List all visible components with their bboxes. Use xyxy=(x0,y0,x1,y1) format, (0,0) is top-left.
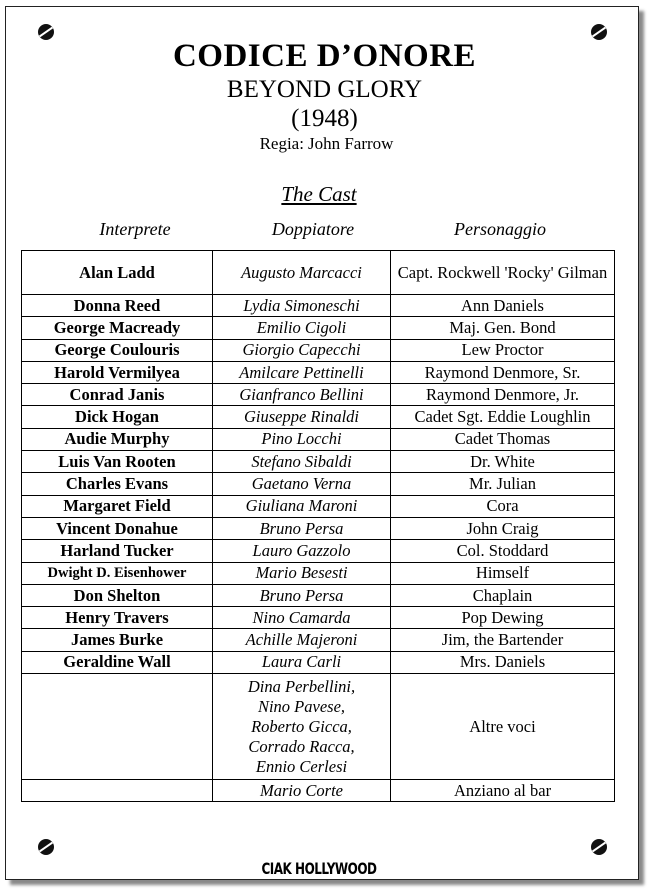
dubber-cell: Stefano Sibaldi xyxy=(213,451,391,473)
dubber-cell xyxy=(213,674,391,780)
table-row xyxy=(22,339,615,361)
table-row-other-voices xyxy=(22,674,615,780)
actor-cell: Henry Travers xyxy=(22,607,213,629)
actor-cell: Margaret Field xyxy=(22,495,213,517)
movie-title: CODICE D’ONORE xyxy=(172,38,477,74)
dubber-cell: Emilio Cigoli xyxy=(213,317,391,339)
table-row xyxy=(22,406,615,428)
actor-cell xyxy=(22,674,213,780)
actor-cell: George Coulouris xyxy=(22,339,213,361)
movie-original-title: BEYOND GLORY xyxy=(226,76,423,103)
actor-cell xyxy=(22,780,213,802)
dubber-name: Nino Pavese, xyxy=(257,696,346,716)
actor-cell: Charles Evans xyxy=(22,473,213,495)
column-header-actor: Interprete xyxy=(99,219,171,239)
actor-cell: Dwight D. Eisenhower xyxy=(22,562,213,584)
table-row xyxy=(22,295,615,317)
dubber-name: Ennio Cerlesi xyxy=(255,756,348,776)
actor-cell: Conrad Janis xyxy=(22,384,213,406)
dubber-cell: Bruno Persa xyxy=(213,584,391,606)
dubber-cell: Pino Locchi xyxy=(213,428,391,450)
character-cell: Cora xyxy=(391,495,615,517)
table-row xyxy=(22,540,615,562)
pin-bottom-left-icon xyxy=(38,839,54,855)
character-cell: Pop Dewing xyxy=(391,607,615,629)
table-row xyxy=(22,495,615,517)
character-cell: Anziano al bar xyxy=(391,780,615,802)
actor-cell: Geraldine Wall xyxy=(22,651,213,673)
dubber-name: Roberto Gicca, xyxy=(251,716,352,736)
character-cell: Mrs. Daniels xyxy=(391,651,615,673)
cast-table-body xyxy=(22,251,615,802)
dubber-cell: Nino Camarda xyxy=(213,607,391,629)
table-row xyxy=(22,428,615,450)
table-row xyxy=(22,562,615,584)
character-cell: Col. Stoddard xyxy=(391,540,615,562)
actor-cell: Vincent Donahue xyxy=(22,517,213,539)
character-cell: Lew Proctor xyxy=(391,339,615,361)
column-header-dubber: Doppiatore xyxy=(271,219,355,239)
actor-cell: Luis Van Rooten xyxy=(22,451,213,473)
character-cell: Raymond Denmore, Sr. xyxy=(391,361,615,383)
character-cell: Maj. Gen. Bond xyxy=(391,317,615,339)
character-cell: Cadet Sgt. Eddie Loughlin xyxy=(391,406,615,428)
dubber-cell: Mario Corte xyxy=(213,780,391,802)
character-cell: Raymond Denmore, Jr. xyxy=(391,384,615,406)
dubber-cell: Mario Besesti xyxy=(213,562,391,584)
actor-cell: Audie Murphy xyxy=(22,428,213,450)
character-cell: Himself xyxy=(391,562,615,584)
table-row xyxy=(22,317,615,339)
dubber-name: Corrado Racca, xyxy=(248,736,355,756)
dubber-cell: Giuliana Maroni xyxy=(213,495,391,517)
actor-cell: Alan Ladd xyxy=(22,251,213,295)
character-cell: Capt. Rockwell 'Rocky' Gilman xyxy=(391,251,615,295)
character-cell: Mr. Julian xyxy=(391,473,615,495)
dubber-cell: Laura Carli xyxy=(213,651,391,673)
director-label: Regia: xyxy=(259,134,304,153)
dubber-cell: Lydia Simoneschi xyxy=(213,295,391,317)
dubber-cell: Gaetano Verna xyxy=(213,473,391,495)
actor-cell: George Macready xyxy=(22,317,213,339)
director-line xyxy=(0,134,649,154)
character-cell: Altre voci xyxy=(391,674,615,780)
table-row xyxy=(22,629,615,651)
dubber-cell: Augusto Marcacci xyxy=(213,251,391,295)
actor-cell: James Burke xyxy=(22,629,213,651)
character-cell: Ann Daniels xyxy=(391,295,615,317)
actor-cell: Don Shelton xyxy=(22,584,213,606)
dubber-cell: Gianfranco Bellini xyxy=(213,384,391,406)
dubber-cell: Amilcare Pettinelli xyxy=(213,361,391,383)
table-row xyxy=(22,451,615,473)
table-row xyxy=(22,651,615,673)
ciak-hollywood-logo: CIAK HOLLYWOOD xyxy=(261,859,377,879)
dubber-cell: Giuseppe Rinaldi xyxy=(213,406,391,428)
character-cell: John Craig xyxy=(391,517,615,539)
dubber-cell: Lauro Gazzolo xyxy=(213,540,391,562)
table-row xyxy=(22,517,615,539)
column-header-character: Personaggio xyxy=(454,219,546,239)
dubber-cell: Achille Majeroni xyxy=(213,629,391,651)
table-row xyxy=(22,607,615,629)
cast-table xyxy=(21,250,615,802)
actor-cell: Harold Vermilyea xyxy=(22,361,213,383)
actor-cell: Harland Tucker xyxy=(22,540,213,562)
character-cell: Chaplain xyxy=(391,584,615,606)
dubber-cell: Bruno Persa xyxy=(213,517,391,539)
character-cell: Dr. White xyxy=(391,451,615,473)
table-row xyxy=(22,361,615,383)
actor-cell: Donna Reed xyxy=(22,295,213,317)
table-row xyxy=(22,473,615,495)
movie-year: (1948) xyxy=(291,105,358,132)
director-name: John Farrow xyxy=(307,134,394,153)
table-row xyxy=(22,780,615,802)
table-row xyxy=(22,584,615,606)
pin-bottom-right-icon xyxy=(591,839,607,855)
actor-cell: Dick Hogan xyxy=(22,406,213,428)
character-cell: Cadet Thomas xyxy=(391,428,615,450)
cast-heading: The Cast xyxy=(281,182,357,206)
table-row xyxy=(22,251,615,295)
dubber-name: Dina Perbellini, xyxy=(247,676,356,696)
character-cell: Jim, the Bartender xyxy=(391,629,615,651)
table-row xyxy=(22,384,615,406)
dubber-cell: Giorgio Capecchi xyxy=(213,339,391,361)
